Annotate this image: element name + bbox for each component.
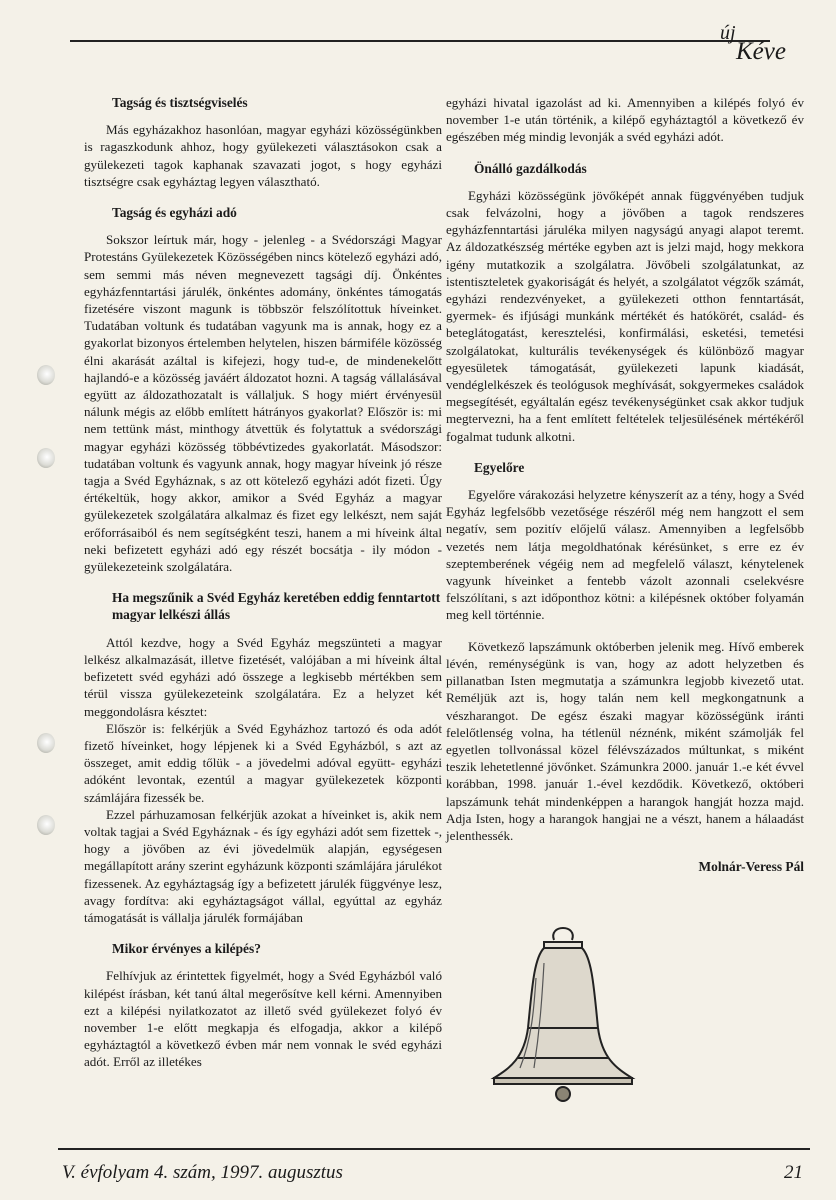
punch-hole (37, 448, 55, 468)
section-heading: Mikor érvényes a kilépés? (112, 941, 261, 957)
section-heading: Tagság és egyházi adó (112, 205, 237, 221)
section-heading: Önálló gazdálkodás (474, 160, 587, 176)
paragraph: Más egyházakhoz hasonlóan, magyar egyházi közösségünkben is ragaszkodunk ahhoz, hogy gyülekezeti választásokon csak a gyülekezeti tagok kaphanak szavazati jogot, s hogy egyházi tisztségre csak egyháztag legyen választható. (84, 122, 442, 189)
paragraph: egyházi hivatal igazolást ad ki. Amennyiben a kilépés folyó év november 1-e után történik, a kilépő egyháztagtól a következő év egészében még mindig levonják a svéd egyházi adót. (446, 95, 804, 145)
bell-illustration (488, 918, 638, 1103)
paragraph: Attól kezdve, hogy a Svéd Egyház megszünteti a magyar lelkész alkalmazását, illetve fizetését, valójában a mi híveink által befizetett svéd egyházi adó összege a legkisebb mértékben sem térül vissza gyülekezeteink szolgálatára. Ez a helyzet két meggondolásra késztet: (84, 634, 442, 719)
right-column (446, 94, 804, 875)
section-heading: Ha megszűnik a Svéd Egyház keretében eddig fenntartott magyar lelkészi állás (112, 590, 441, 623)
left-column (84, 94, 442, 1085)
top-rule (70, 40, 770, 42)
paragraph: Ezzel párhuzamosan felkérjük azokat a híveinket is, akik nem voltak tagjai a Svéd Egyháznak - és így egyházi adót sem fizettek -, hogy a jövőben az évi jövedelmük alapján, egységesen megállapított arány szerint egyházunk központi számlájára járulékot fizessenek. Az egyháztagság így a befizetett járulék függvénye lesz, avagy fordítva: aki egyháztagságot vállal, egyúttal az egyház támogatását is vállalja járulék formájában (84, 806, 442, 925)
bell-crown (553, 928, 573, 940)
punch-hole (37, 815, 55, 835)
paragraph: Egyházi közösségünk jövőképét annak függvényében tudjuk csak felvázolni, hogy a jövőben a tagok rendszeres egyházfenntartási járuléka milyen nagyságú anyagi alapot teremt. Az áldozatkészség mértéke egyben azt is jelzi majd, hogy mekkora igény mutatkozik a szolgálatra. Jövőbeli szolgálatunkat, az istentiszteletek gyakoriságát és helyét, a szolgálatot végzők számát, egyházi rendezvényeket, a gyülekezeti otthon fenntartását, gyermek- és ifjúsági munkánk mértékét és hatókörét, család- és beteglátogatást, keresztelési, konfirmálási, esketési, temetési szolgálatokat, kulturális tevékenységek és különböző magyar egyesületek támogatását, gyülekezeti lapunk kiadását, vendéglelkészek és teológusok meghívását, sokgyermekes családok megsegítését, egyáltalán egész tevékenységünket csak akkor tudjuk megtervezni, ha a fent említett feltételek teljesülésének mértékéről fogalmat tudunk alkotni. (446, 187, 804, 444)
bell-lip (494, 1078, 632, 1084)
paragraph: Sokszor leírtuk már, hogy - jelenleg - a Svédországi Magyar Protestáns Gyülekezetek Közösségében nincs kötelező egyházi adó, sem semmi más néven megnevezett tagsági díj. Önkéntes egyházfenntartási járulék, önkéntes adomány, önkéntes támogatás fizetésére viszont magunk is többször felszólítottuk híveinket. Tudatában voltunk és tudatában vagyunk ma is annak, hogy ez a gyakorlat bizonyos értelemben helytelen, hiszen bármiféle közösség élni akarását azáltal is kifejezi, hogy tud-e, de mindenekelőtt hajlandó-e a közösség javáért áldozatot hozni. A tagság vállalásával együtt az áldozathozatalt is vállaljuk. S hogy miért érvényesül nálunk mégis az előbb említett hátrányos gyakorlat? Először is: mi nem tettünk mást, minthogy átvettük és folytattuk a svédországi magyar egyházi közösség többévtizedes gyakorlatát. Másodszor: tudatában voltunk és vagyunk annak, hogy magyar híveink jó része tagja a Svéd Egyháznak, s az ott kötelező egyházi adót fizeti. Úgy értékeltük, hogy akkor, amikor a Svéd Egyház a magyar gyülekezetek szolgálatára alkalmaz és fizet egy lelkészt, nem saját erőforrásaiból és nem segítségként teszi, hanem a mi híveink által neki befizetett egyházi adó egy részét bocsátja - ily módon - gyülekezeteink szolgálatára. (84, 232, 442, 575)
logo-prefix: új (720, 22, 736, 44)
punch-hole (37, 365, 55, 385)
issue-info: V. évfolyam 4. szám, 1997. augusztus (62, 1162, 343, 1183)
section-heading: Tagság és tisztségviselés (112, 95, 248, 110)
paragraph: Felhívjuk az érintettek figyelmét, hogy a Svéd Egyházból való kilépést írásban, két tanú által megerősítve kell kérni. Amennyiben ezt a kilépési nyilatkozatot az illető svéd gyülekezet folyó év november 1-e előtt megkapja és elfogadja, akkor a kilépő egyháztagtól a következő évben már nem vonnak le svéd egyházi adót. Erről az illetékes (84, 968, 442, 1070)
logo-name: Kéve (736, 38, 786, 65)
bell-clapper (556, 1087, 570, 1101)
section-heading: Egyelőre (474, 459, 525, 475)
paragraph: Következő lapszámunk októberben jelenik meg. Hívő emberek lévén, reménységünk is van, hogy az adott helyzetben és pillanatban Isten megmutatja a számunkra legjobb kivezető utat. Reméljük azt is, hogy talán nem kell megkongatnunk a vészharangot. De egész északi magyar közösségünk iránti felelőtlenség volna, ha tétlenül néznénk, miként számolják fel egyetlen tollvonással közel félévszázados múltunkat, s miként teszik lehetetlenné jövőnket. Számunkra 2000. január 1.-e két évvel korábban, 1998. január 1.-ével kezdődik. Következő, októberi lapszámunk tehát mindenképpen a harangok hangját hozza majd. Adja Isten, hogy a harangok hangjai ne a vészt, hanem a hálaadást jelenthessék. (446, 638, 804, 843)
masthead-logo (720, 20, 820, 70)
author-signature: Molnár-Veress Pál (698, 859, 804, 875)
page-number: 21 (784, 1162, 803, 1183)
paragraph: Egyelőre várakozási helyzetre kényszerít az a tény, hogy a Svéd Egyház legfelsőbb vezetősége részéről még nem hangzott el sem negatív, sem pozitív előjelű válasz. Amennyiben a legfelsőbb vezetés nem látja megoldhatónak kérésünket, s erre ez év szeptemberének végéig nem ad megfelelő választ, kénytelenek vagyunk híveinket a fentebb vázolt azonnali cselekvésre felszólítani, s azt időponthoz kötni: a kilépésnek október folyamán meg kell történnie. (446, 487, 804, 623)
bottom-rule (58, 1148, 810, 1150)
paragraph: Először is: felkérjük a Svéd Egyházhoz tartozó és oda adót fizető híveinket, hogy lépjenek ki a Svéd Egyházból, s azt az összeget, amit eddig tőlük - a jövedelmi adóval együtt- egyházi adóként levontak, ezentúl a magyar gyülekezetek központi számlájára fizessék be. (84, 720, 442, 805)
punch-hole (37, 733, 55, 753)
